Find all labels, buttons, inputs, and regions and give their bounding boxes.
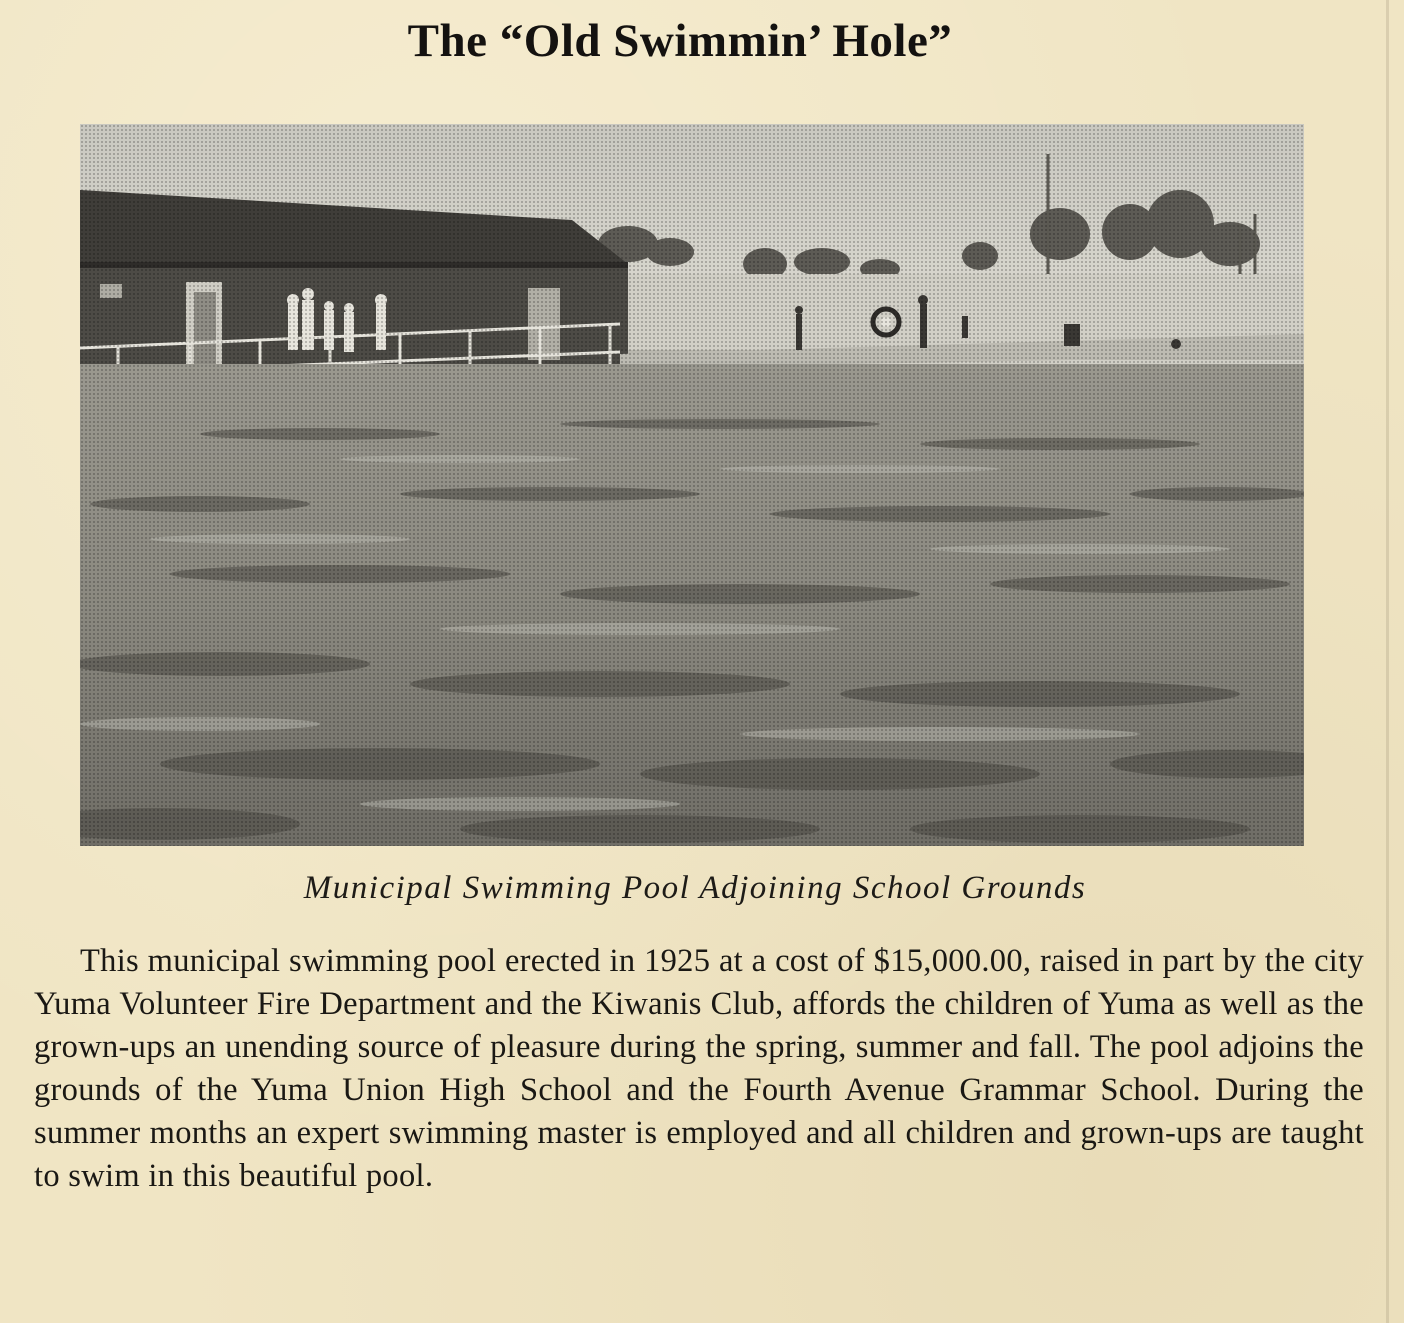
photo-caption: Municipal Swimming Pool Adjoining School Grounds	[303, 870, 1087, 906]
body-paragraph: This municipal swimming pool erected in 1925 at a cost of $15,000.00, raised in part by the city Yuma Volunteer Fire Department and the Kiwanis Club, affords the children of Yuma as well as the grown-ups an unending source of pleasure during the spring, summer and fall. The pool adjoins the grounds of the Yuma Union High School and the Fourth Avenue Grammar School. During the summer months an expert swimming master is employed and all children and grown-ups are taught to swim in this beautiful pool.	[34, 943, 1364, 1194]
page-title: The “Old Swimmin’ Hole”	[407, 15, 953, 67]
pool-photograph	[80, 124, 1304, 846]
page-edge-shadow	[1386, 0, 1389, 1323]
